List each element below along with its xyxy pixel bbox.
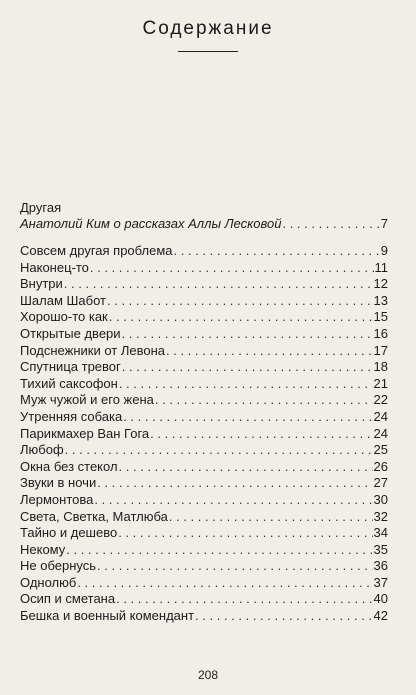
toc-row[interactable]	[20, 293, 388, 310]
toc-foreword	[20, 216, 388, 233]
toc-page-number: 17	[373, 342, 388, 358]
leader-dots	[77, 575, 372, 592]
leader-dots	[64, 276, 373, 293]
toc-page-number: 15	[373, 309, 388, 325]
leader-dots	[97, 558, 373, 575]
toc-title: Анатолий Ким о рассказах Аллы Лесковой	[20, 216, 282, 231]
toc-page-number: 16	[373, 325, 388, 341]
toc-title: Хорошо-то как	[20, 309, 108, 325]
page-number: 208	[197, 668, 219, 682]
leader-dots	[119, 376, 373, 393]
toc-row[interactable]	[20, 309, 388, 326]
toc-row[interactable]	[20, 216, 388, 233]
toc-title: Окна без стекол	[20, 458, 118, 474]
leader-dots	[123, 409, 372, 426]
toc-page-number: 9	[380, 243, 388, 258]
toc-row[interactable]	[20, 492, 388, 509]
toc-page-number: 40	[373, 591, 388, 607]
toc-page-number: 36	[373, 558, 388, 574]
toc-row[interactable]	[20, 608, 388, 625]
leader-dots	[155, 392, 373, 409]
toc-title: Совсем другая проблема	[20, 243, 173, 258]
leader-dots	[282, 216, 379, 233]
toc-page-number: 11	[374, 259, 388, 275]
leader-dots	[119, 459, 373, 476]
toc-page-number: 18	[373, 359, 388, 375]
toc-title: Муж чужой и его жена	[20, 392, 154, 408]
section-label: Другая	[20, 200, 62, 215]
toc-row[interactable]	[20, 542, 388, 559]
leader-dots	[109, 309, 373, 326]
toc-title: Внутри	[20, 276, 63, 292]
toc-row[interactable]	[20, 343, 388, 360]
toc-page-number: 21	[373, 375, 388, 391]
toc-title: Однолюб	[20, 574, 77, 590]
toc-title: Шалам Шабот	[20, 292, 106, 308]
toc-page-number: 30	[373, 491, 388, 507]
toc-title: Спутница тревог	[20, 359, 121, 375]
toc-row[interactable]	[20, 442, 388, 459]
toc-page-number: 37	[373, 574, 388, 590]
toc-page-number: 25	[373, 442, 388, 458]
toc-row[interactable]	[20, 276, 388, 293]
toc-row[interactable]	[20, 392, 388, 409]
leader-dots	[66, 542, 372, 559]
toc-title: Света, Светка, Матлюба	[20, 508, 168, 524]
leader-dots	[116, 591, 372, 608]
toc-row[interactable]	[20, 409, 388, 426]
toc-page-number: 42	[373, 608, 388, 624]
toc-page-number: 24	[373, 408, 388, 424]
toc-list	[20, 243, 388, 625]
leader-dots	[174, 243, 380, 260]
toc-row[interactable]	[20, 326, 388, 343]
toc-title: Звуки в ночи	[20, 475, 97, 491]
toc-row[interactable]	[20, 376, 388, 393]
toc-row[interactable]	[20, 243, 388, 260]
toc-title: Бешка и военный комендант	[20, 608, 195, 624]
leader-dots	[122, 326, 373, 343]
leader-dots	[107, 293, 373, 310]
toc-title: Парикмахер Ван Гога	[20, 425, 150, 441]
leader-dots	[195, 608, 372, 625]
toc-title: Тихий саксофон	[20, 375, 118, 391]
toc-row[interactable]	[20, 359, 388, 376]
toc-page-number: 35	[373, 541, 388, 557]
leader-dots	[166, 343, 373, 360]
toc-title: Наконец-то	[20, 259, 89, 275]
toc-page-number: 12	[373, 276, 388, 292]
toc-row[interactable]	[20, 525, 388, 542]
toc-title: Осип и сметана	[20, 591, 116, 607]
toc-row[interactable]	[20, 575, 388, 592]
leader-dots	[90, 260, 374, 277]
toc-row[interactable]	[20, 591, 388, 608]
toc-row[interactable]	[20, 509, 388, 526]
toc-title: Любоф	[20, 442, 64, 458]
leader-dots	[94, 492, 372, 509]
leader-dots	[97, 475, 372, 492]
toc-page-number: 22	[373, 392, 388, 408]
leader-dots	[122, 359, 373, 376]
toc-page-number: 7	[380, 216, 388, 231]
toc-row[interactable]	[20, 558, 388, 575]
toc-page-number: 34	[373, 525, 388, 541]
toc-page-number: 27	[373, 475, 388, 491]
toc-title: Открытые двери	[20, 325, 121, 341]
toc-row[interactable]	[20, 426, 388, 443]
page-title: Содержание	[142, 18, 274, 39]
leader-dots	[65, 442, 373, 459]
toc-title: Тайно и дешево	[20, 525, 118, 541]
leader-dots	[118, 525, 372, 542]
toc-row[interactable]	[20, 260, 388, 277]
toc-title: Утренняя собака	[20, 408, 123, 424]
leader-dots	[150, 426, 372, 443]
toc-page-number: 26	[373, 458, 388, 474]
leader-dots	[169, 509, 373, 526]
toc-title: Подснежники от Левона	[20, 342, 166, 358]
toc-row[interactable]	[20, 459, 388, 476]
toc-title: Некому	[20, 541, 66, 557]
title-divider	[178, 51, 238, 52]
toc-title: Не обернусь	[20, 558, 97, 574]
toc-page-number: 13	[373, 292, 388, 308]
toc-title: Лермонтова	[20, 491, 94, 507]
toc-row[interactable]	[20, 475, 388, 492]
toc-page-number: 32	[373, 508, 388, 524]
toc-page-number: 24	[373, 425, 388, 441]
